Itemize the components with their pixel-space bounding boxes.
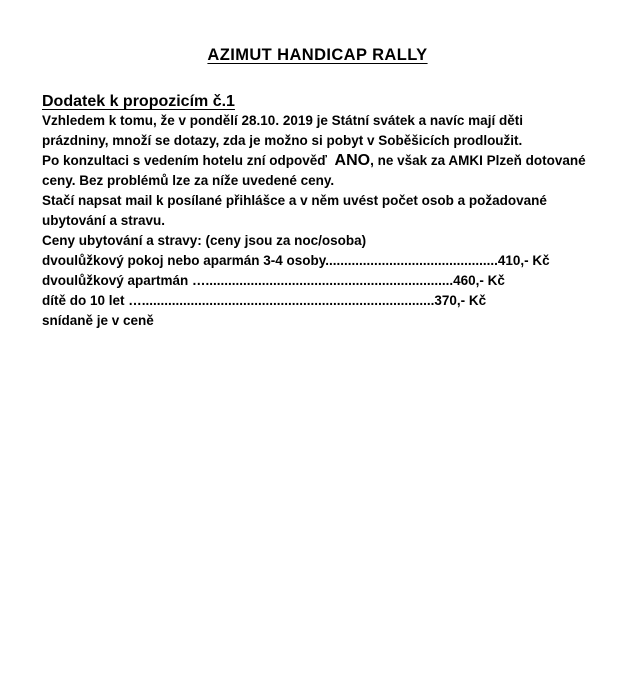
page-title: AZIMUT HANDICAP RALLY [207, 46, 428, 64]
subtitle-row [42, 65, 593, 111]
paragraph-price-apartment: dvoulůžkový apartmán …..................................................................460,- Kč [42, 273, 505, 288]
paragraph-breakfast-note: snídaně je v ceně [42, 313, 154, 328]
document-subtitle: Dodatek k propozicím č.1 [42, 93, 235, 110]
consultation-text-before: Po konzultaci s vedením hotelu zní odpověď [42, 153, 327, 168]
answer-yes-emphasis: ANO [334, 152, 371, 169]
paragraph-mail-instruction: Stačí napsat mail k posílané přihlášce a v něm uvést počet osob a požadované ubytování a stravu. [42, 193, 547, 228]
paragraph-holiday-notice: Vzhledem k tomu, že v pondělí 28.10. 2019 je Státní svátek a navíc mají děti prázdniny, množí se dotazy, zda je možno si pobyt v Soběšicích prodloužit. [42, 113, 523, 148]
paragraph-price-child: dítě do 10 let …..............................................................................370,- Kč [42, 293, 487, 308]
paragraph-prices-heading: Ceny ubytování a stravy: (ceny jsou za noc/osoba) [42, 233, 367, 248]
paragraph-price-double-room: dvoulůžkový pokoj nebo aparmán 3-4 osoby..............................................410,- Kč [42, 253, 550, 268]
paragraph-consultation [42, 151, 593, 191]
consultation-text-after: , ne však za AMKI Plzeň dotované ceny. Bez problémů lze za níže uvedené ceny. [42, 153, 586, 188]
